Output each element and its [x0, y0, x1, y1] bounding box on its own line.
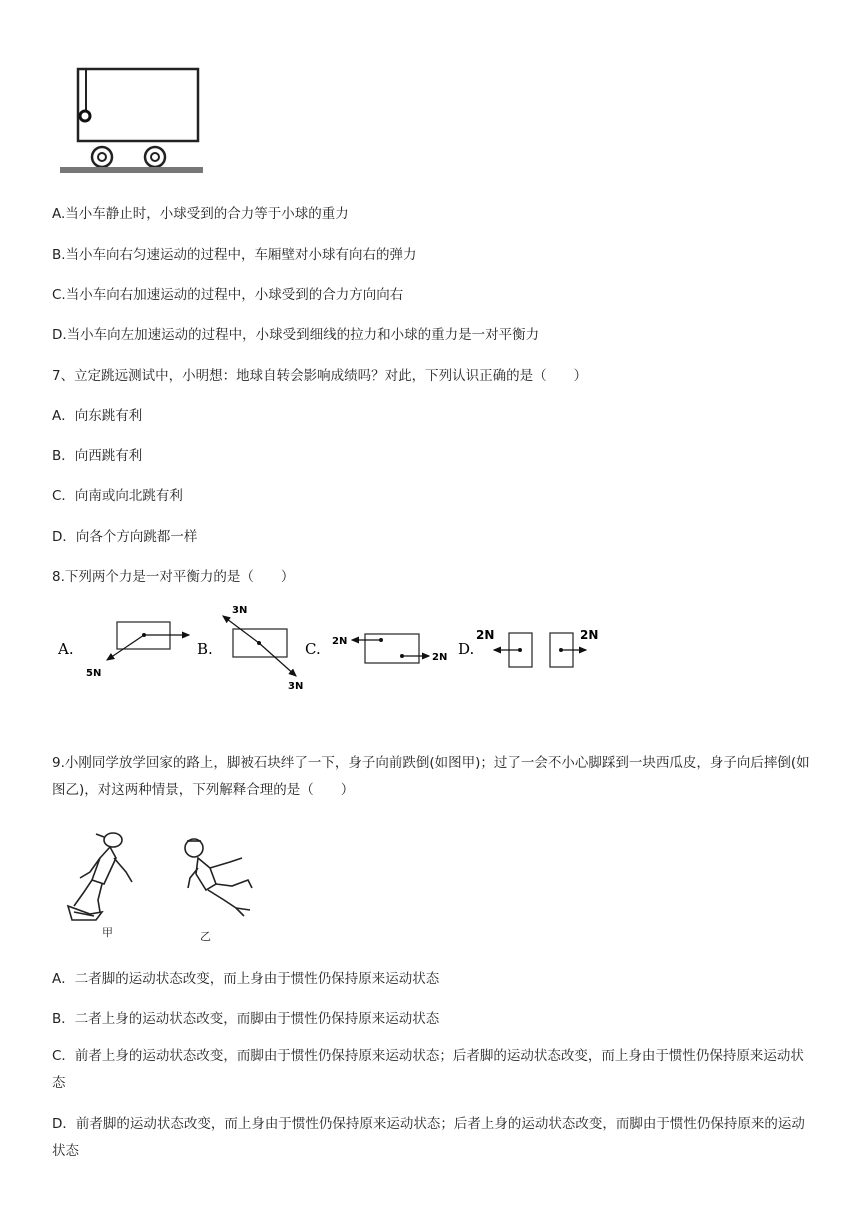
q6-option-c: C.当小车向右加速运动的过程中，小球受到的合力方向向右 — [52, 287, 404, 303]
q7-option-b: B．向西跳有利 — [52, 448, 143, 464]
q7-option-c: C．向南或向北跳有利 — [52, 488, 183, 504]
q7-question: 7、立定跳远测试中，小明想：地球自转会影响成绩吗？对此，下列认识正确的是（ ） — [52, 368, 588, 384]
q6-option-a: A.当小车静止时，小球受到的合力等于小球的重力 — [52, 206, 349, 222]
q8-label-a: A. — [58, 640, 74, 658]
figure-label-jia: 甲 — [102, 926, 113, 939]
q8-question: 8.下列两个力是一对平衡力的是（ ） — [52, 569, 295, 585]
q7-option-a: A．向东跳有利 — [52, 408, 143, 424]
q8-force-c2: 2N — [432, 652, 448, 663]
q9-option-b: B．二者上身的运动状态改变，而脚由于惯性仍保持原来运动状态 — [52, 1011, 440, 1027]
q8-force-d1: 2N — [476, 628, 495, 642]
figure-yi — [185, 839, 252, 916]
q8-label-c: C. — [305, 640, 321, 658]
cart-figure — [58, 66, 203, 176]
q8-force-a: 5N — [86, 668, 102, 679]
q6-option-d: D.当小车向左加速运动的过程中，小球受到细线的拉力和小球的重力是一对平衡力 — [52, 327, 540, 343]
force-diagrams — [52, 602, 612, 694]
figure-jia — [68, 833, 132, 920]
q8-force-d2: 2N — [580, 628, 599, 642]
q9-option-a: A．二者脚的运动状态改变，而上身由于惯性仍保持原来运动状态 — [52, 971, 440, 987]
q8-label-b: B. — [197, 640, 213, 658]
q8-label-d: D. — [458, 640, 475, 658]
q9-option-c: C．前者上身的运动状态改变，而脚由于惯性仍保持原来运动状态；后者脚的运动状态改变，而上身由于惯性仍保持原来运动状态 — [52, 1048, 804, 1091]
q9-question: 9.小刚同学放学回家的路上，脚被石块绊了一下，身子向前跌倒(如图甲)；过了一会不小心脚踩到一块西瓜皮，身子向后摔倒(如图乙)，对这两种情景，下列解释合理的是（ ） — [52, 755, 810, 798]
q9-option-d: D．前者脚的运动状态改变，而上身由于惯性仍保持原来运动状态；后者上身的运动状态改变，而脚由于惯性仍保持原来的运动状态 — [52, 1116, 805, 1159]
falling-figures — [60, 828, 260, 943]
q6-option-b: B.当小车向右匀速运动的过程中，车厢壁对小球有向右的弹力 — [52, 247, 417, 263]
q8-force-b1: 3N — [232, 605, 248, 616]
q8-force-c1: 2N — [332, 636, 348, 647]
q7-option-d: D．向各个方向跳都一样 — [52, 529, 198, 545]
q8-force-b2: 3N — [288, 681, 304, 692]
figure-label-yi: 乙 — [200, 930, 211, 943]
